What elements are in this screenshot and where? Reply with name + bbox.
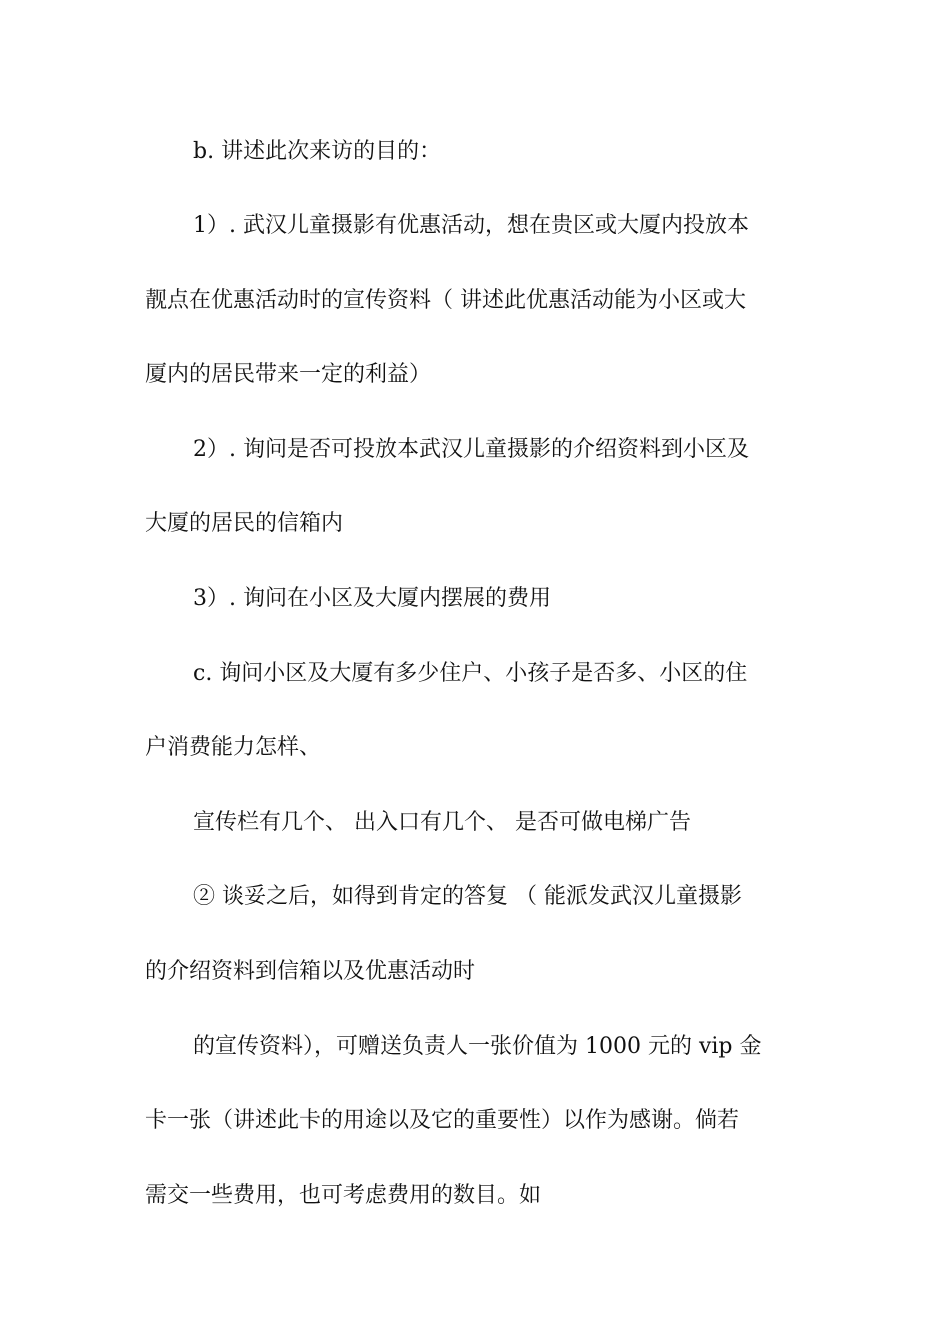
paragraph-line: 宣传栏有几个、 出入口有几个、 是否可做电梯广告 [193, 810, 691, 835]
paragraph-line: c. 询问小区及大厦有多少住户、小孩子是否多、小区的住 [193, 661, 748, 686]
paragraph-line: 靓点在优惠活动时的宣传资料（ 讲述此优惠活动能为小区或大 [145, 288, 746, 313]
paragraph-line: 的介绍资料到信箱以及优惠活动时 [145, 959, 476, 984]
paragraph-line: 需交一些费用，也可考虑费用的数目。如 [145, 1183, 542, 1208]
paragraph-line: 卡一张（讲述此卡的用途以及它的重要性）以作为感谢。倘若 [145, 1108, 740, 1133]
paragraph-line: 的宣传资料），可赠送负责人一张价值为 1000 元的 vip 金 [193, 1034, 762, 1059]
paragraph-line: 1）. 武汉儿童摄影有优惠活动，想在贵区或大厦内投放本 [193, 213, 749, 238]
paragraph-line: 大厦的居民的信箱内 [145, 511, 344, 536]
paragraph-line: 3）. 询问在小区及大厦内摆展的费用 [193, 586, 551, 611]
paragraph-line: 2）. 询问是否可投放本武汉儿童摄影的介绍资料到小区及 [193, 437, 749, 462]
paragraph-line: b. 讲述此次来访的目的： [193, 139, 442, 164]
paragraph-line: 户消费能力怎样、 [145, 735, 322, 760]
paragraph-line: 厦内的居民带来一定的利益） [145, 362, 432, 387]
paragraph-line: ② 谈妥之后，如得到肯定的答复 （ 能派发武汉儿童摄影 [193, 884, 742, 909]
